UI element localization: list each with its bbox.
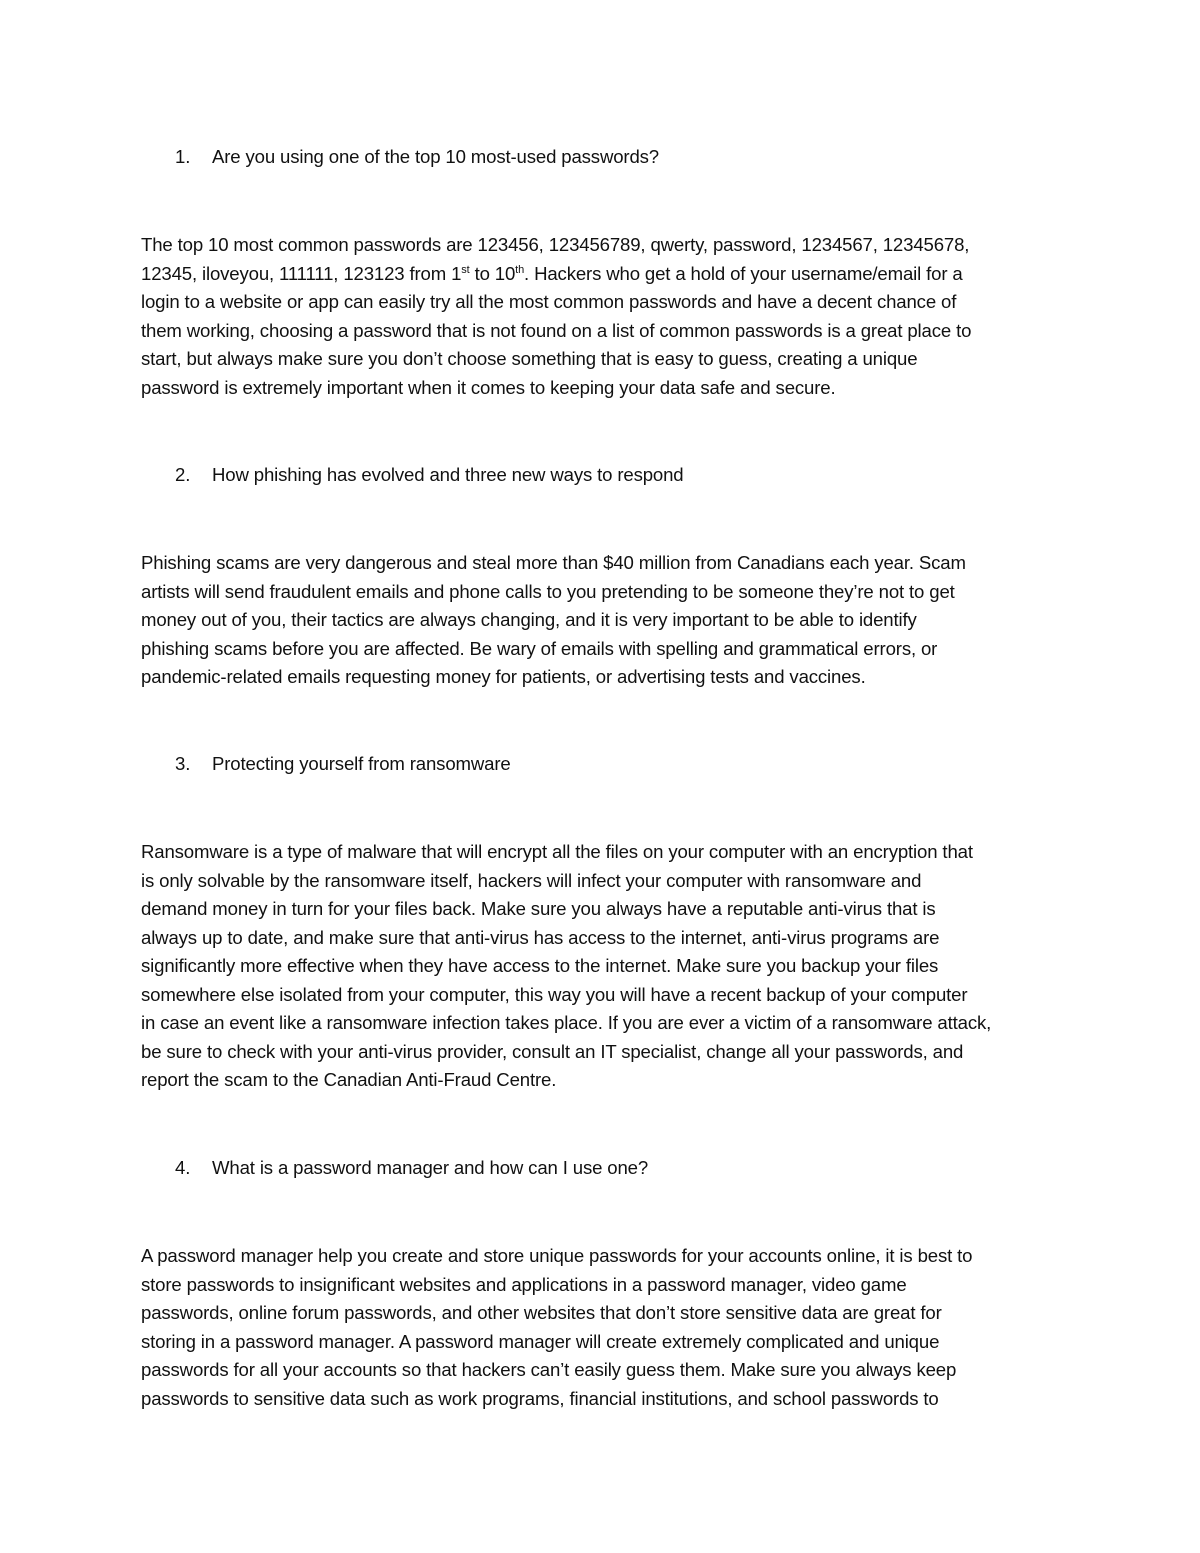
section-paragraph-3 <box>141 838 1066 1095</box>
section-heading-text: Protecting yourself from ransomware <box>212 753 511 774</box>
paragraph-line: pandemic-related emails requesting money for patients, or advertising tests and vaccines. <box>141 666 866 687</box>
paragraph-line: storing in a password manager. A password manager will create extremely complicated and unique <box>141 1330 940 1352</box>
line-text: to 10 <box>469 262 516 284</box>
paragraph-line: A password manager help you create and store unique passwords for your accounts online, it is best to <box>141 1245 973 1266</box>
paragraph-line: login to a website or app can easily try all the most common passwords and have a decent chance of <box>141 291 957 312</box>
section-number: 4. <box>175 1157 191 1178</box>
section-paragraph-2 <box>141 549 1066 692</box>
paragraph-line: significantly more effective when they have access to the internet. Make sure you backup your files <box>141 955 939 976</box>
paragraph-line: start, but always make sure you don’t choose something that is easy to guess, creating a unique <box>141 348 918 369</box>
line-text: . Hackers who get a hold of your username/email for a <box>524 262 963 284</box>
section-heading-3 <box>175 750 511 779</box>
section-heading-4 <box>175 1154 648 1183</box>
section-number: 2. <box>175 464 191 485</box>
paragraph-line: always up to date, and make sure that anti-virus has access to the internet, anti-virus programs are <box>141 926 940 948</box>
section-paragraph-4 <box>141 1242 1066 1413</box>
paragraph-line: passwords for all your accounts so that hackers can’t easily guess them. Make sure you always keep <box>141 1359 957 1380</box>
section-heading-text: What is a password manager and how can I use one? <box>212 1157 649 1178</box>
paragraph-line: demand money in turn for your files back. Make sure you always have a reputable anti-virus that is <box>141 898 936 919</box>
paragraph-line: Ransomware is a type of malware that will encrypt all the files on your computer with an encryption that <box>141 841 973 862</box>
superscript: th <box>515 263 525 276</box>
section-heading-2 <box>175 461 684 490</box>
paragraph-line: The top 10 most common passwords are 123456, 123456789, qwerty, password, 1234567, 12345678, <box>141 234 970 255</box>
paragraph-line: store passwords to insignificant websites and applications in a password manager, video game <box>141 1273 907 1295</box>
paragraph-line: phishing scams before you are affected. Be wary of emails with spelling and grammatical errors, or <box>141 637 938 659</box>
section-heading-text: How phishing has evolved and three new ways to respond <box>212 464 684 485</box>
paragraph-line: report the scam to the Canadian Anti-Fraud Centre. <box>141 1069 557 1090</box>
paragraph-line: password is extremely important when it comes to keeping your data safe and secure. <box>141 376 836 398</box>
paragraph-line: them working, choosing a password that is not found on a list of common passwords is a great place to <box>141 319 972 341</box>
paragraph-line: passwords, online forum passwords, and other websites that don’t store sensitive data are great for <box>141 1302 942 1323</box>
paragraph-line: somewhere else isolated from your computer, this way you will have a recent backup of your computer <box>141 983 968 1005</box>
paragraph-line: is only solvable by the ransomware itself, hackers will infect your computer with ransomware and <box>141 869 922 891</box>
section-heading-1 <box>175 143 659 172</box>
superscript: st <box>461 263 470 276</box>
paragraph-line <box>141 260 1066 289</box>
section-number: 1. <box>175 146 191 167</box>
paragraph-line: be sure to check with your anti-virus provider, consult an IT specialist, change all your passwords, and <box>141 1040 964 1062</box>
section-number: 3. <box>175 753 191 774</box>
line-text: 12345, iloveyou, 111111, 123123 from 1 <box>141 262 462 284</box>
paragraph-line: passwords to sensitive data such as work programs, financial institutions, and school passwords to <box>141 1387 939 1409</box>
paragraph-line: in case an event like a ransomware infection takes place. If you are ever a victim of a ransomware attack, <box>141 1012 992 1033</box>
paragraph-line: money out of you, their tactics are always changing, and it is very important to be able to identify <box>141 609 917 630</box>
section-heading-text: Are you using one of the top 10 most-used passwords? <box>212 146 659 167</box>
paragraph-line: Phishing scams are very dangerous and steal more than $40 million from Canadians each year. Scam <box>141 552 966 573</box>
paragraph-line: artists will send fraudulent emails and phone calls to you pretending to be someone they’re not to get <box>141 580 955 602</box>
section-paragraph-1 <box>141 231 1066 402</box>
